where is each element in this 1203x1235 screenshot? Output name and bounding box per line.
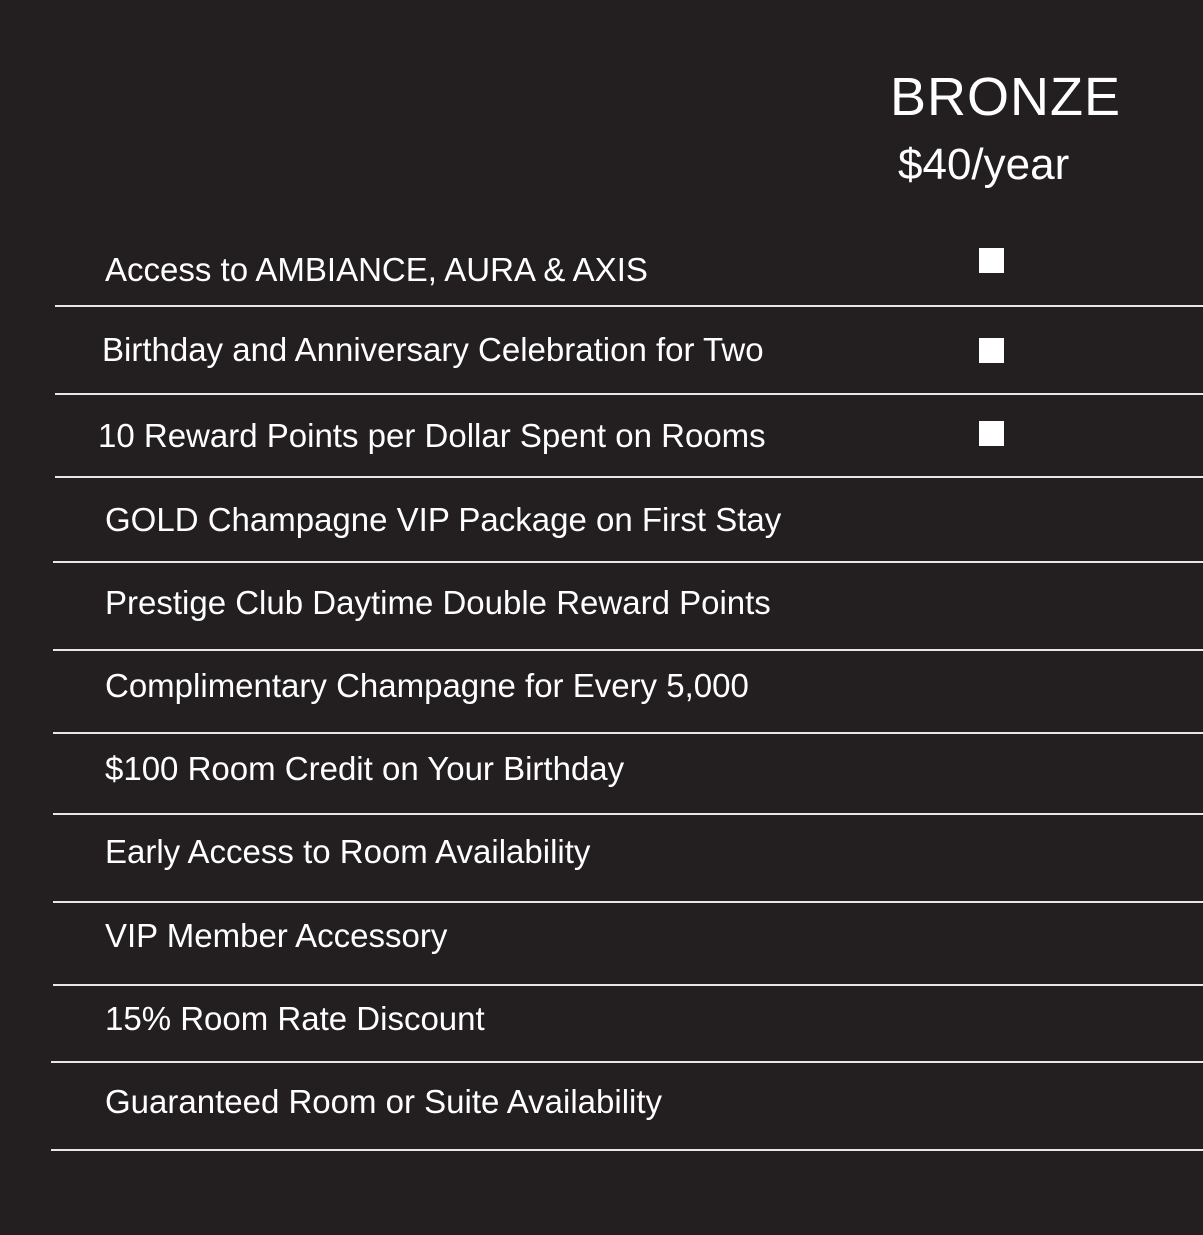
- benefit-label: Birthday and Anniversary Celebration for Two: [102, 331, 764, 368]
- row-divider: [53, 732, 1203, 734]
- row-divider: [53, 649, 1203, 651]
- included-checkbox-icon: [979, 338, 1004, 363]
- row-divider: [55, 476, 1203, 478]
- benefit-label: VIP Member Accessory: [105, 917, 448, 954]
- row-divider: [53, 813, 1203, 815]
- row-divider: [53, 984, 1203, 986]
- included-checkbox-icon: [979, 421, 1004, 446]
- benefit-label: Prestige Club Daytime Double Reward Points: [105, 584, 771, 621]
- benefit-label: Guaranteed Room or Suite Availability: [105, 1083, 663, 1120]
- row-divider: [53, 901, 1203, 903]
- benefit-label: Early Access to Room Availability: [105, 833, 591, 870]
- included-checkbox-icon: [979, 248, 1004, 273]
- tier-name: BRONZE: [890, 67, 1122, 127]
- row-divider: [55, 393, 1203, 395]
- benefit-label: $100 Room Credit on Your Birthday: [105, 750, 625, 787]
- benefit-label: Access to AMBIANCE, AURA & AXIS: [105, 251, 648, 288]
- benefit-label: Complimentary Champagne for Every 5,000: [105, 667, 749, 704]
- tier-price: $40/year: [898, 140, 1070, 189]
- row-divider: [51, 1061, 1203, 1063]
- benefit-label: 15% Room Rate Discount: [105, 1000, 485, 1037]
- benefit-label: 10 Reward Points per Dollar Spent on Rooms: [98, 417, 766, 454]
- benefit-label: GOLD Champagne VIP Package on First Stay: [105, 501, 782, 538]
- row-divider: [55, 305, 1203, 307]
- row-divider: [53, 561, 1203, 563]
- row-divider: [51, 1149, 1203, 1151]
